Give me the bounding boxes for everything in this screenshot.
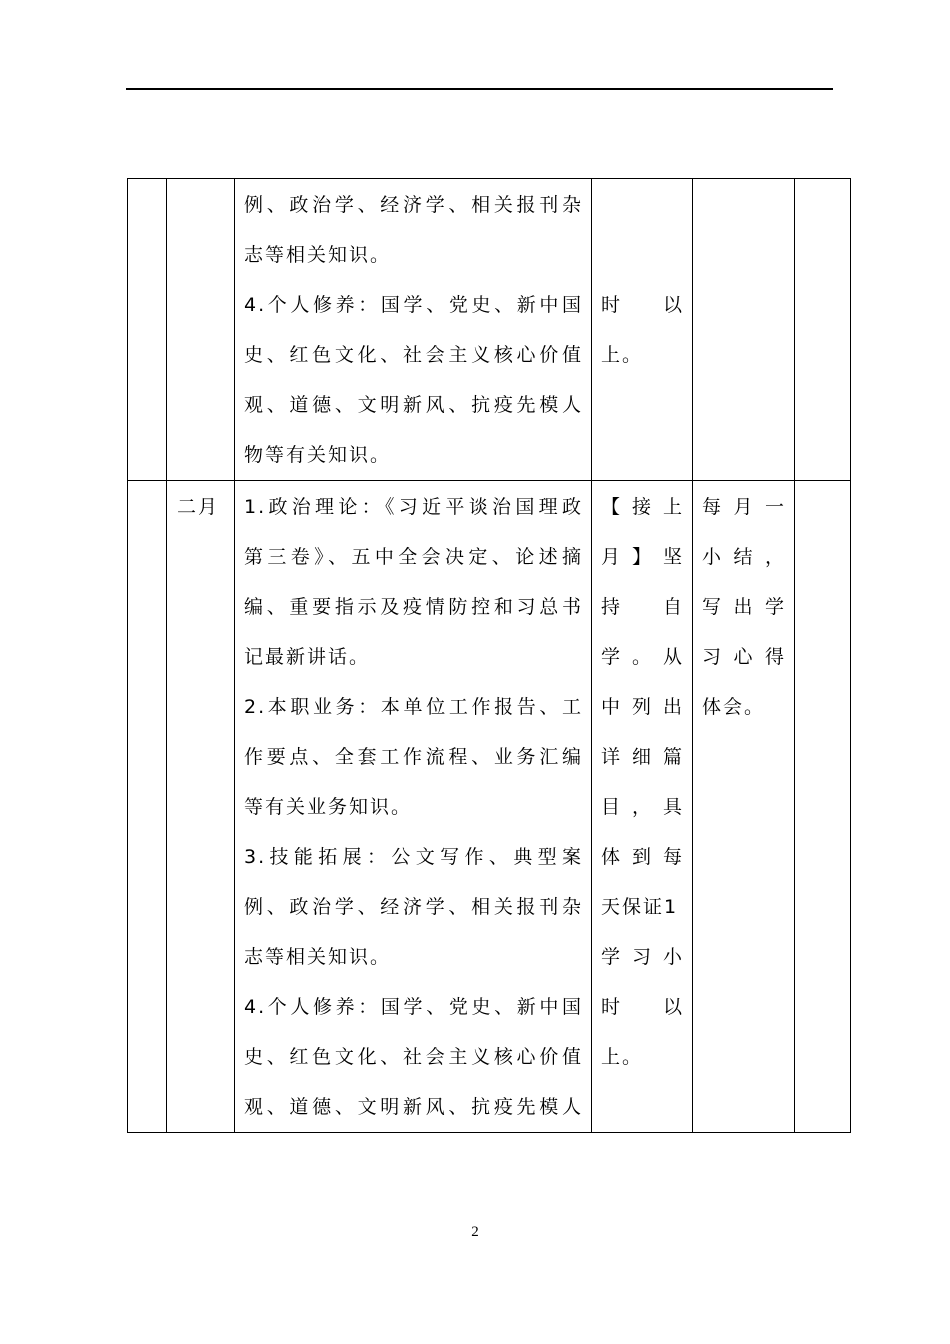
content-line: 4.个人修养：国学、党史、新中国 xyxy=(244,294,583,316)
method-line: 【接上 xyxy=(601,496,684,518)
method-line: 中列出 xyxy=(601,696,684,718)
method-line: 时 以 xyxy=(601,996,684,1018)
method-line: 上。 xyxy=(601,1046,644,1068)
header-rule xyxy=(126,88,833,90)
content-line: 观、道德、文明新风、抗疫先模人 xyxy=(244,1096,583,1118)
page-number: 2 xyxy=(471,1224,479,1240)
study-plan-table xyxy=(127,178,851,1133)
result-line: 体会。 xyxy=(702,696,766,718)
content-line: 记最新讲话。 xyxy=(244,646,371,668)
method-line: 上。 xyxy=(601,344,644,366)
content-line: 物等有关知识。 xyxy=(244,444,392,466)
method-cell xyxy=(592,179,693,481)
content-line: 4.个人修养：国学、党史、新中国 xyxy=(244,996,583,1018)
content-line: 例、政治学、经济学、相关报刊杂 xyxy=(244,194,583,216)
method-line: 月】坚 xyxy=(601,546,684,568)
method-line: 目，具 xyxy=(601,796,684,818)
remark-cell xyxy=(795,481,851,1133)
method-line xyxy=(601,180,684,230)
method-line: 学习小 xyxy=(601,946,684,968)
method-line xyxy=(601,230,684,280)
content-line: 3.技能拓展：公文写作、典型案 xyxy=(244,846,583,868)
month-cell xyxy=(167,481,235,1133)
month-cell xyxy=(167,179,235,481)
result-cell xyxy=(693,481,795,1133)
content-cell xyxy=(235,179,592,481)
remark-cell xyxy=(795,179,851,481)
table-row xyxy=(128,179,851,481)
content-line: 例、政治学、经济学、相关报刊杂 xyxy=(244,896,583,918)
method-line: 学。从 xyxy=(601,646,684,668)
result-line: 每月一 xyxy=(702,496,786,518)
content-line: 编、重要指示及疫情防控和习总书 xyxy=(244,596,583,618)
content-line: 1.政治理论：《习近平谈治国理政 xyxy=(244,496,583,518)
index-cell xyxy=(128,179,167,481)
month-label: 二月 xyxy=(177,496,220,518)
method-line: 持 自 xyxy=(601,596,684,618)
result-line: 小结， xyxy=(702,546,786,568)
index-cell xyxy=(128,481,167,1133)
method-line: 体到每 xyxy=(601,846,684,868)
result-line: 习心得 xyxy=(702,646,786,668)
method-line: 时 以 xyxy=(601,294,684,316)
method-cell xyxy=(592,481,693,1133)
content-cell xyxy=(235,481,592,1133)
content-line: 观、道德、文明新风、抗疫先模人 xyxy=(244,394,583,416)
result-line: 写出学 xyxy=(702,596,786,618)
content-line: 史、红色文化、社会主义核心价值 xyxy=(244,344,583,366)
content-line: 第三卷》、五中全会决定、论述摘 xyxy=(244,546,583,568)
content-line: 作要点、全套工作流程、业务汇编 xyxy=(244,746,583,768)
method-line: 天保证1 xyxy=(601,896,679,918)
method-line: 详细篇 xyxy=(601,746,684,768)
content-line: 志等相关知识。 xyxy=(244,946,392,968)
result-cell xyxy=(693,179,795,481)
content-line: 志等相关知识。 xyxy=(244,244,392,266)
content-line: 等有关业务知识。 xyxy=(244,796,413,818)
content-line: 史、红色文化、社会主义核心价值 xyxy=(244,1046,583,1068)
content-line: 2.本职业务：本单位工作报告、工 xyxy=(244,696,583,718)
table-row xyxy=(128,481,851,1133)
